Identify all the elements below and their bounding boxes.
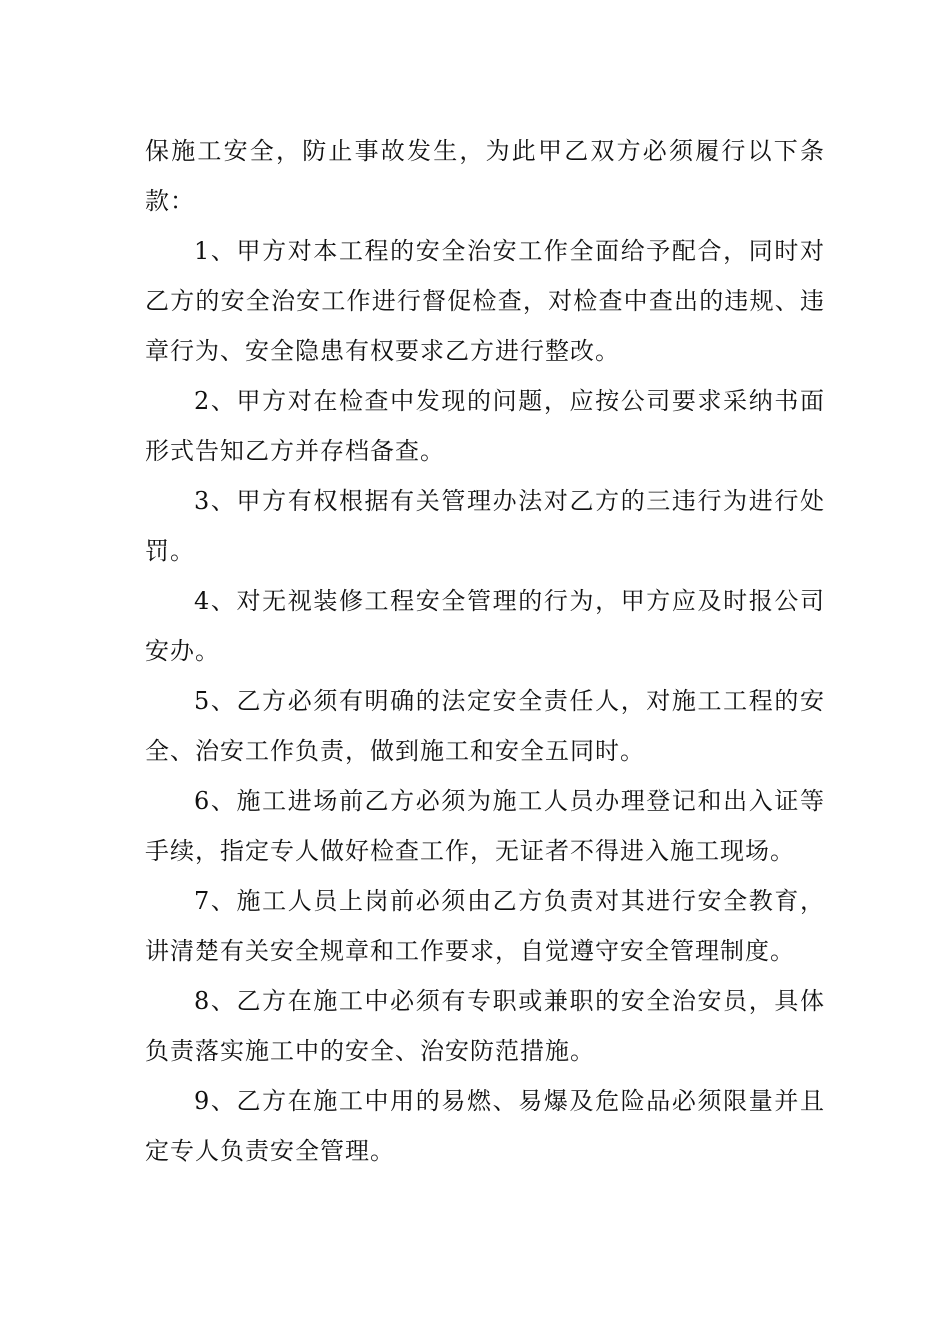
clause-5: 5、乙方必须有明确的法定安全责任人，对施工工程的安全、治安工作负责，做到施工和安全五同时。 — [145, 687, 825, 765]
clause-9: 9、乙方在施工中用的易燃、易爆及危险品必须限量并且定专人负责安全管理。 — [145, 1087, 825, 1165]
clause-7: 7、施工人员上岗前必须由乙方负责对其进行安全教育，讲清楚有关安全规章和工作要求，自觉遵守安全管理制度。 — [145, 887, 825, 965]
clause-3: 3、甲方有权根据有关管理办法对乙方的三违行为进行处罚。 — [145, 487, 825, 565]
clause-6: 6、施工进场前乙方必须为施工人员办理登记和出入证等手续，指定专人做好检查工作，无证者不得进入施工现场。 — [145, 787, 825, 865]
paragraph-intro-continuation: 保施工安全，防止事故发生，为此甲乙双方必须履行以下条款： — [145, 137, 825, 215]
clause-1: 1、甲方对本工程的安全治安工作全面给予配合，同时对乙方的安全治安工作进行督促检查，对检查中查出的违规、违章行为、安全隐患有权要求乙方进行整改。 — [145, 237, 825, 365]
clause-4: 4、对无视装修工程安全管理的行为，甲方应及时报公司安办。 — [145, 587, 825, 665]
document-body — [145, 126, 825, 1176]
clause-2: 2、甲方对在检查中发现的问题，应按公司要求采纳书面形式告知乙方并存档备查。 — [145, 387, 825, 465]
clause-8: 8、乙方在施工中必须有专职或兼职的安全治安员，具体负责落实施工中的安全、治安防范措施。 — [145, 987, 825, 1065]
